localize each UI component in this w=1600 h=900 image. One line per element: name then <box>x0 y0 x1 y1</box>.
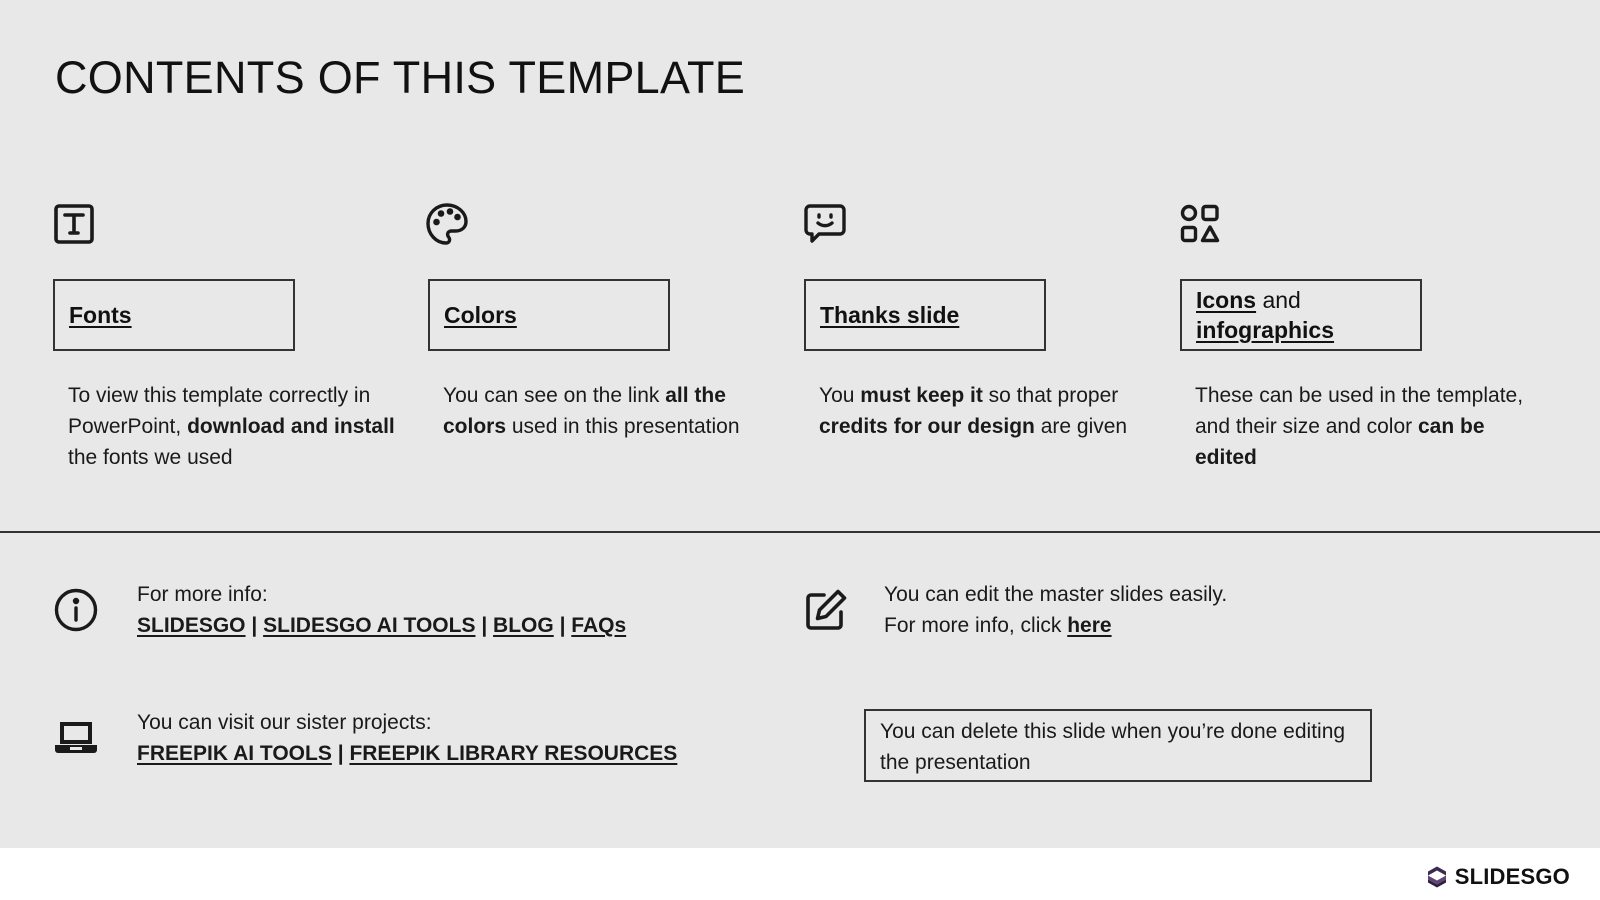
here-link[interactable]: here <box>1067 614 1112 637</box>
infographics-link[interactable]: infographics <box>1196 317 1335 343</box>
thanks-desc-bold-2: credits for our design <box>819 415 1035 438</box>
text-font-icon <box>53 202 97 246</box>
sister-projects-links <box>137 738 677 769</box>
fonts-desc-text-2: the fonts we used <box>68 446 233 469</box>
colors-box[interactable] <box>428 279 670 351</box>
icons-infographics-label <box>1196 285 1334 345</box>
slidesgo-logo-icon <box>1425 865 1449 889</box>
sister-projects-intro: You can visit our sister projects: <box>137 711 432 734</box>
thanks-desc-text-1: You <box>819 384 861 407</box>
master-slides-line-2 <box>884 610 1227 641</box>
master-slides-block <box>884 579 1227 641</box>
thanks-desc-text-2: so that proper <box>982 384 1119 407</box>
colors-desc-bold-1: all the colors <box>443 384 726 438</box>
faqs-link[interactable]: FAQs <box>571 614 627 637</box>
section-divider <box>0 531 1600 533</box>
icons-infographics-box[interactable] <box>1180 279 1422 351</box>
colors-description <box>443 380 773 442</box>
shapes-icon <box>1178 202 1222 246</box>
delete-slide-note: You can delete this slide when you’re done editing the presentation <box>864 709 1372 782</box>
colors-desc-text-1: You can see on the link <box>443 384 666 407</box>
link-separator: | <box>559 614 566 637</box>
palette-icon <box>425 202 469 246</box>
icons-description <box>1195 380 1525 473</box>
thanks-desc-bold-1: must keep it <box>860 384 983 407</box>
thanks-slide-description <box>819 380 1149 442</box>
link-separator: | <box>337 742 344 765</box>
colors-link[interactable]: Colors <box>444 301 517 328</box>
slidesgo-logo-text: SLIDESGO <box>1454 864 1570 889</box>
more-info-block <box>137 579 626 641</box>
freepik-ai-tools-link[interactable]: FREEPIK AI TOOLS <box>137 742 332 765</box>
more-info-intro: For more info: <box>137 583 268 606</box>
thanks-slide-box[interactable] <box>804 279 1046 351</box>
info-circle-icon <box>53 587 99 633</box>
link-separator: | <box>481 614 488 637</box>
laptop-icon <box>53 714 99 760</box>
fonts-link[interactable]: Fonts <box>69 301 132 328</box>
master-slides-line-2-text: For more info, click <box>884 614 1068 637</box>
icons-link[interactable]: Icons <box>1196 287 1257 313</box>
fonts-desc-bold-1: download and install <box>187 415 395 438</box>
freepik-library-resources-link[interactable]: FREEPIK LIBRARY RESOURCES <box>349 742 678 765</box>
thanks-slide-link[interactable]: Thanks slide <box>820 301 960 328</box>
colors-desc-text-2: used in this presentation <box>506 415 740 438</box>
slidesgo-ai-tools-link[interactable]: SLIDESGO AI TOOLS <box>263 614 476 637</box>
blog-link[interactable]: BLOG <box>493 614 554 637</box>
smile-message-icon <box>803 202 847 246</box>
icons-desc-text-1: These can be used in the template, and their size and color <box>1195 384 1524 438</box>
slidesgo-logo[interactable] <box>1425 864 1570 890</box>
fonts-description <box>68 380 398 473</box>
icons-and-text: and <box>1256 287 1301 313</box>
page-title: CONTENTS OF THIS TEMPLATE <box>55 52 746 103</box>
fonts-box[interactable] <box>53 279 295 351</box>
slidesgo-link[interactable]: SLIDESGO <box>137 614 246 637</box>
master-slides-line-1: You can edit the master slides easily. <box>884 583 1228 606</box>
fonts-desc-text-1: To view this template correctly in PowerPoint, <box>68 384 371 438</box>
thanks-desc-text-3: are given <box>1034 415 1128 438</box>
more-info-links <box>137 610 626 641</box>
edit-icon <box>803 587 849 633</box>
link-separator: | <box>251 614 258 637</box>
sister-projects-block <box>137 707 677 769</box>
icons-desc-bold-1: can be edited <box>1195 415 1485 469</box>
